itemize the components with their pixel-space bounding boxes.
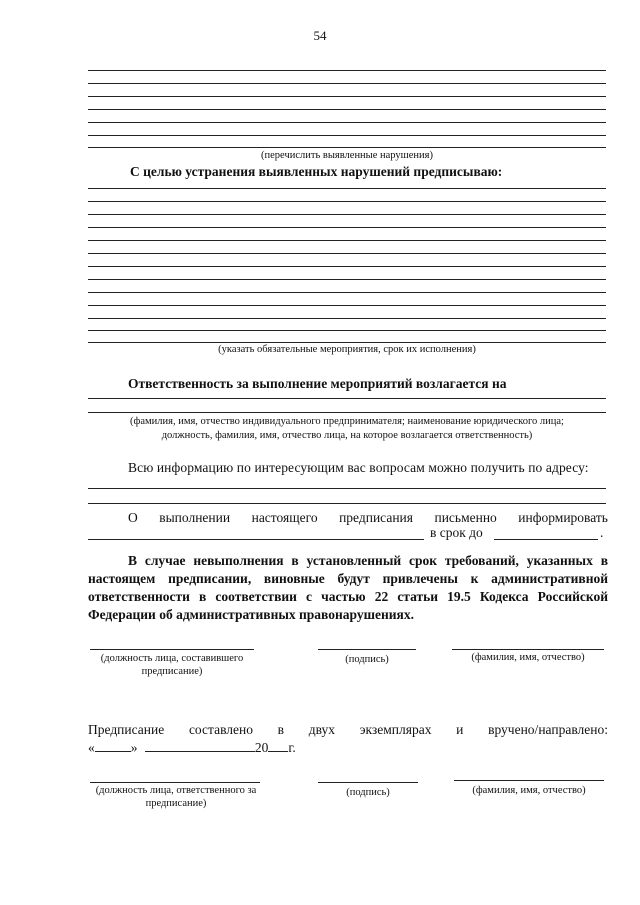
name-caption: (фамилия, имя, отчество)	[472, 785, 586, 796]
blank-line[interactable]	[88, 214, 606, 215]
date-year-suffix: г.	[288, 740, 296, 755]
blank-line[interactable]	[88, 188, 606, 189]
blank-line[interactable]	[88, 318, 606, 319]
date-year-prefix: 20	[254, 740, 269, 755]
blank-line[interactable]	[88, 279, 606, 280]
inform-line	[88, 510, 608, 526]
inform-word: предписания	[339, 510, 413, 525]
drafted-word: составлено	[188, 722, 253, 737]
drafted-word: вручено/направлено:	[488, 722, 608, 737]
warning-paragraph: В случае невыполнения в установленный срок требований, указанных в настоящем предписании, виновные будут привлечены к административной ответственности в соответствии с частью 22 статьи 19.5 Кодекса Российской Федерации об административных правонарушениях.	[88, 553, 608, 622]
deadline-period: .	[600, 525, 604, 540]
inform-word: выполнении	[159, 510, 231, 525]
blank-line[interactable]	[88, 96, 606, 97]
page-number: 54	[313, 28, 327, 43]
blank-line[interactable]	[88, 122, 606, 123]
measures-caption: (указать обязательные мероприятия, срок их исполнения)	[218, 344, 476, 355]
blank-line[interactable]	[88, 305, 606, 306]
inform-word: информировать	[518, 510, 608, 525]
date-month-field[interactable]	[145, 739, 255, 752]
blank-line[interactable]	[88, 292, 606, 293]
blank-line[interactable]	[88, 266, 606, 267]
blank-line[interactable]	[88, 240, 606, 241]
violations-caption: (перечислить выявленные нарушения)	[261, 150, 433, 161]
drafted-line	[88, 722, 608, 738]
info-text: Всю информацию по интересующим вас вопросам можно получить по адресу:	[128, 460, 589, 475]
blank-line[interactable]	[88, 109, 606, 110]
signature-caption: (подпись)	[345, 654, 389, 665]
blank-line[interactable]	[88, 135, 606, 136]
responsible-line[interactable]	[88, 412, 606, 413]
inform-word: О	[128, 510, 138, 525]
name-line[interactable]	[454, 780, 604, 781]
inform-word: письменно	[434, 510, 497, 525]
position-caption: (должность лица, составившего предписание)	[100, 653, 244, 677]
blank-line[interactable]	[88, 253, 606, 254]
responsible-caption-line2: должность, фамилия, имя, отчество лица, на которое возлагается ответственность)	[161, 430, 533, 441]
responsible-caption-line1: (фамилия, имя, отчество индивидуального предпринимателя; наименование юридического лица;	[130, 416, 564, 427]
inform-word: настоящего	[251, 510, 318, 525]
blank-line[interactable]	[88, 83, 606, 84]
address-line[interactable]	[88, 503, 606, 504]
signature-caption: (подпись)	[346, 787, 390, 798]
drafted-word: экземплярах	[359, 722, 432, 737]
inform-blank-line[interactable]	[88, 539, 424, 540]
blank-line[interactable]	[88, 201, 606, 202]
date-day-field[interactable]	[95, 739, 131, 752]
position-line[interactable]	[90, 782, 260, 783]
blank-line[interactable]	[88, 342, 606, 343]
drafted-word: Предписание	[88, 722, 165, 737]
date-open-quote: «	[88, 740, 95, 755]
signature-line[interactable]	[318, 649, 416, 650]
address-line[interactable]	[88, 488, 606, 489]
drafted-word: и	[456, 722, 464, 737]
drafted-word: в	[277, 722, 285, 737]
blank-line[interactable]	[88, 330, 606, 331]
responsibility-heading: Ответственность за выполнение мероприятий возлагается на	[128, 376, 507, 391]
deadline-field[interactable]	[494, 539, 598, 540]
signature-line[interactable]	[318, 782, 418, 783]
deadline-label: в срок до	[430, 525, 483, 540]
date-year-field[interactable]	[268, 739, 288, 752]
order-heading: С целью устранения выявленных нарушений предписываю:	[130, 164, 503, 179]
name-line[interactable]	[452, 649, 604, 650]
blank-line[interactable]	[88, 227, 606, 228]
position-caption: (должность лица, ответственного за предписание)	[95, 785, 257, 809]
blank-line[interactable]	[88, 70, 606, 71]
date-close-quote: »	[130, 740, 138, 755]
responsible-line[interactable]	[88, 398, 606, 399]
drafted-word: двух	[308, 722, 336, 737]
blank-line[interactable]	[88, 147, 606, 148]
date-line	[88, 739, 296, 756]
name-caption: (фамилия, имя, отчество)	[471, 652, 585, 663]
position-line[interactable]	[90, 649, 254, 650]
